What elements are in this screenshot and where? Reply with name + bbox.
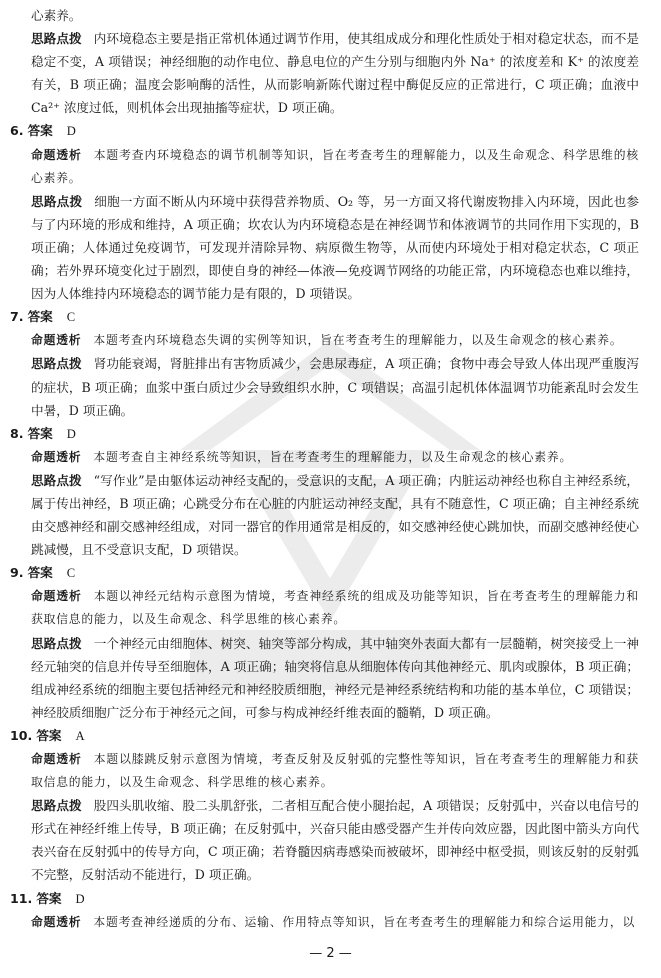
q10-intent: 命题透析 本题以膝跳反射示意图为情境，考查反射及反射弧的完整性等知识，旨在考查考生的理解能力和获取信息的能力，以及生命观念、科学思维的核心素养。 xyxy=(31,752,639,790)
q10-analysis: 思路点拨 股四头肌收缩、股二头肌舒张，二者相互配合使小腿抬起，A 项错误；反射弧中，兴奋以电信号的形式在神经纤维上传导，B 项正确；在反射弧中，兴奋只能由感受器产生并传向效应器，因此图中箭头方向代表兴奋在反射弧中的传导方向，C 项正确；若脊髓因病毒感染而被破坏，即神经中枢受损，则该反射的反射弧不完整，反射活动不能进行，D 项正确。 xyxy=(31,798,639,883)
q7-intent: 命题透析 本题考查内环境稳态失调的实例等知识，旨在考查考生的理解能力，以及生命观念的核心素养。 xyxy=(31,333,623,348)
q11-answer: 11. 答案 D xyxy=(10,890,85,906)
q8-intent: 命题透析 本题考查自主神经系统等知识，旨在考查考生的理解能力，以及生命观念的核心素养。 xyxy=(31,449,573,464)
q11-intent: 命题透析 本题考查神经递质的分布、运输、作用特点等知识，旨在考查考生的理解能力和综合运用能力，以 xyxy=(31,914,636,929)
q7-answer: 7. 答案 C xyxy=(10,309,76,325)
page-number: — 2 — xyxy=(309,946,352,961)
q7-analysis: 思路点拨 肾功能衰竭，肾脏排出有害物质减少，会患尿毒症，A 项正确；食物中毒会导致人体出现严重腹泻的症状，B 项正确；血浆中蛋白质过少会导致组织水肿，C 项错误；高温引起机体体温调节功能紊乱时会发生中暑，D 项正确。 xyxy=(31,356,639,418)
continued-text: 心素养。 xyxy=(31,8,82,23)
q6-intent: 命题透析 本题考查内环境稳态的调节机制等知识，旨在考查考生的理解能力，以及生命观念、科学思维的核心素养。 xyxy=(31,147,639,185)
analysis-label: 思路点拨 xyxy=(31,31,82,47)
q6-answer: 6. 答案 D xyxy=(10,123,76,139)
q10-answer: 10. 答案 A xyxy=(10,727,85,743)
q6-analysis: 思路点拨 细胞一方面不断从内环境中获得营养物质、O₂ 等，另一方面又将代谢废物排入内环境，因此也参与了内环境的形成和维持，A 项正确；坎农认为内环境稳态是在神经调节和体液调节的共同作用下实现的，B 项正确；人体通过免疫调节，可发现并清除异物、病原微生物等，从而使内环境处于相对稳定状态，C 项正确；若外界环境变化过于剧烈，即使自身的神经—体液—免疫调节网络的功能正常，内环境稳态也难以维持，因为人体维持内环境稳态的调节能力是有限的，D 项错误。 xyxy=(31,193,639,302)
q9-intent: 命题透析 本题以神经元结构示意图为情境，考查神经系统的组成及功能等知识，旨在考查考生的理解能力和获取信息的能力，以及生命观念、科学思维的核心素养。 xyxy=(31,589,639,627)
q9-answer: 9. 答案 C xyxy=(10,565,76,581)
q9-analysis: 思路点拨 一个神经元由细胞体、树突、轴突等部分构成，其中轴突外表面大都有一层髓鞘，树突接受上一神经元轴突的信息并传导至细胞体，A 项正确；轴突将信息从细胞体传向其他神经元、肌肉或腺体，B 项正确；组成神经系统的细胞主要包括神经元和神经胶质细胞，神经元是神经系统结构和功能的基本单位，C 项错误；神经胶质细胞广泛分布于神经元之间，可参与构成神经纤维表面的髓鞘，D 项正确。 xyxy=(31,635,640,720)
q5-analysis: 思路点拨 内环境稳态主要是指正常机体通过调节作用，使其组成成分和理化性质处于相对稳定状态，而不是稳定不变，A 项错误；神经细胞的动作电位、静息电位的产生分别与细胞内外 Na⁺ 的浓度差和 K⁺ 的浓度差有关，B 项正确；温度会影响酶的活性，从而影响新陈代谢过程中酶促反应的正常进行，C 项正确；血液中 Ca²⁺ 浓度过低，则机体会出现抽搐等症状，D 项正确。 xyxy=(31,31,640,116)
q8-analysis: 思路点拨 “写作业”是由躯体运动神经支配的，受意识的支配，A 项正确；内脏运动神经也称自主神经系统，属于传出神经，B 项正确；心跳受分布在心脏的内脏运动神经支配，具有不随意性，C 项正确；自主神经系统由交感神经和副交感神经组成，对同一器官的作用通常是相反的，如交感神经使心跳加快，而副交感神经使心跳减慢，且不受意识支配，D 项错误。 xyxy=(31,472,639,558)
q8-answer: 8. 答案 D xyxy=(10,425,76,441)
answer-explanations xyxy=(0,4,661,934)
